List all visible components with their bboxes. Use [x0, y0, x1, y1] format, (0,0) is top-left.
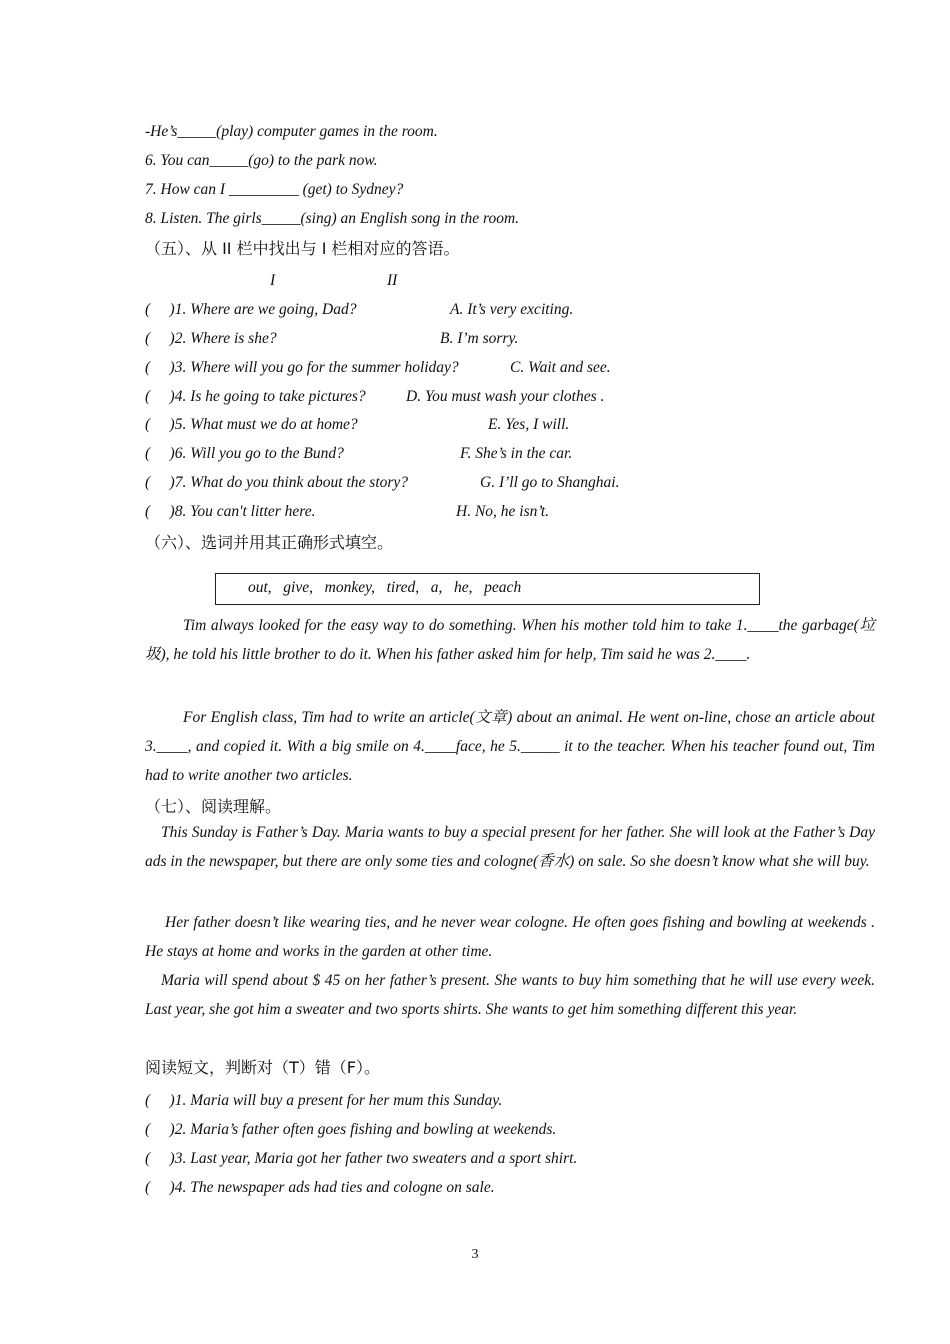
reading-paragraph-3	[145, 966, 875, 1024]
match-question: ( )1. Where are we going, Dad?	[145, 301, 357, 318]
word-box	[215, 573, 760, 605]
true-false-item: ( )1. Maria will buy a present for her mum this Sunday.	[145, 1092, 503, 1109]
match-question: ( )2. Where is she?	[145, 330, 277, 347]
exercise-line: 8. Listen. The girls_____(sing) an English song in the room.	[145, 210, 520, 227]
match-answer: G. I’ll go to Shanghai.	[480, 474, 620, 491]
cloze-paragraph-2	[145, 703, 875, 790]
true-false-item: ( )3. Last year, Maria got her father two sweaters and a sport shirt.	[145, 1150, 578, 1167]
match-question: ( )7. What do you think about the story?	[145, 474, 409, 491]
page-number: 3	[471, 1247, 479, 1262]
match-answer: E. Yes, I will.	[488, 416, 570, 433]
match-question: ( )3. Where will you go for the summer holiday?	[145, 359, 459, 376]
match-answer: A. It’s very exciting.	[450, 301, 574, 318]
reading-paragraph-2	[145, 908, 875, 966]
exercise-line: 7. How can I _________ (get) to Sydney?	[145, 181, 404, 198]
match-question: ( )5. What must we do at home?	[145, 416, 358, 433]
match-answer: F. She’s in the car.	[460, 445, 573, 462]
section-heading-6: （六）、选词并用其正确形式填空。	[145, 533, 394, 552]
section-heading-7: （七）、阅读理解。	[145, 797, 282, 816]
true-false-item: ( )4. The newspaper ads had ties and cologne on sale.	[145, 1179, 495, 1196]
match-answer: D. You must wash your clothes .	[406, 388, 605, 405]
match-question: ( )8. You can't litter here.	[145, 503, 316, 520]
exercise-line: -He’s_____(play) computer games in the room.	[145, 123, 438, 140]
match-question: ( )6. Will you go to the Bund?	[145, 445, 344, 462]
section-heading-5: （五）、从 II 栏中找出与 I 栏相对应的答语。	[145, 239, 460, 258]
reading-paragraph-1-text: This Sunday is Father’s Day. Maria wants to buy a special present for her father. She will look at the Father’s Day ads in the newspaper, but there are only some ties and cologne(香水) on sale. So she doesn’t know what she will buy.	[145, 824, 875, 870]
word-box-text: out, give, monkey, tired, a, he, peach	[248, 579, 522, 596]
cloze-paragraph-1	[145, 611, 875, 669]
match-answer: C. Wait and see.	[510, 359, 611, 376]
match-answer: H. No, he isn’t.	[456, 503, 549, 520]
column-label-i: I	[270, 272, 276, 289]
reading-paragraph-2-text: Her father doesn’t like wearing ties, and he never wear cologne. He often goes fishing and bowling at weekends . He stays at home and works in the garden at other time.	[145, 914, 875, 960]
cloze-paragraph-2-text: For English class, Tim had to write an article(文章) about an animal. He went on-line, chose an article about 3.____, and copied it. With a big smile on 4.____face, he 5._____ it to the teacher. When his teacher found out, Tim had to write another two articles.	[145, 709, 875, 784]
reading-paragraph-1	[145, 818, 875, 876]
match-question: ( )4. Is he going to take pictures?	[145, 388, 366, 405]
column-label-ii: II	[387, 272, 398, 289]
match-answer: B. I’m sorry.	[440, 330, 519, 347]
reading-paragraph-3-text: Maria will spend about $ 45 on her father’s present. She wants to buy him something that he will use every week. Last year, she got him a sweater and two sports shirts. She wants to get him something different this year.	[145, 972, 875, 1018]
cloze-paragraph-1-text: Tim always looked for the easy way to do something. When his mother told him to take 1.____the garbage(垃圾), he told his little brother to do it. When his father asked him for help, Tim said he was 2.____.	[145, 617, 875, 663]
true-false-heading: 阅读短文，判断对（T）错（F）。	[145, 1058, 380, 1077]
true-false-item: ( )2. Maria’s father often goes fishing and bowling at weekends.	[145, 1121, 557, 1138]
exercise-line: 6. You can_____(go) to the park now.	[145, 152, 378, 169]
